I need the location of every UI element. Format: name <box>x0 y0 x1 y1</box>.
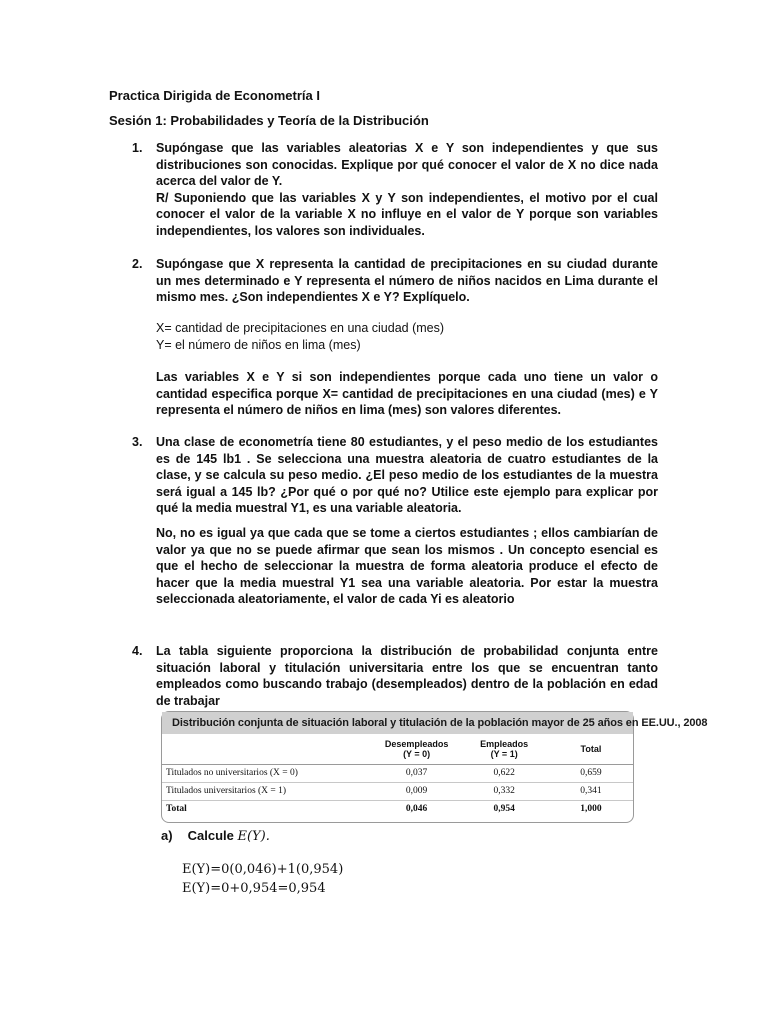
question-4-text: La tabla siguiente proporciona la distribución de probabilidad conjunta entre situación laboral y titulación universitaria entre los que se encuentran tanto empleados como buscando trabajo (desempleados) dentro de la población en edad de trabajar <box>156 644 658 708</box>
question-1-answer: R/ Suponiendo que las variables X y Y son independientes, el motivo por el cual conocer el valor de la variable X no influye en el valor de Y porque son variables independientes, los valores son individuales. <box>156 190 658 238</box>
table-row <box>162 783 633 801</box>
cell-value: 0,954 <box>493 804 515 815</box>
header-unemployed-name: Desempleados <box>384 739 449 749</box>
header-employed <box>459 734 548 765</box>
table-title: Distribución conjunta de situación laboral y titulación de la población mayor de 25 años en EE.UU., 2008 <box>162 712 633 734</box>
table-header-row <box>162 734 633 765</box>
part-a-text: Calcule <box>187 828 234 843</box>
row-label: Titulados universitarios (X = 1) <box>162 783 374 801</box>
document-title: Practica Dirigida de Econometría I <box>109 88 320 103</box>
question-2-number: 2. <box>132 257 143 271</box>
table-body <box>162 734 633 818</box>
row-label: Titulados no universitarios (X = 0) <box>162 765 374 783</box>
question-2-definitions <box>156 320 658 353</box>
cell-value: 0,622 <box>459 765 548 783</box>
header-total: Total <box>549 734 633 765</box>
equation-line-1: E(Y)=0(0,046)+1(0,954) <box>182 862 344 877</box>
cell-value: 0,341 <box>549 783 633 801</box>
header-employed-name: Empleados <box>480 739 529 749</box>
question-4-number: 4. <box>132 644 143 658</box>
question-2-answer: Las variables X e Y si son independientes porque cada uno tiene un valor o cantidad especifica porque X= cantidad de precipitaciones en una ciudad (mes) e Y representa el número de niños en lima (mes) son valores diferentes. <box>156 370 658 417</box>
table-row <box>162 765 633 783</box>
question-2-text: Supóngase que X representa la cantidad de precipitaciones en su ciudad durante un mes determinado e Y representa el número de niños nacidos en Lima durante el mismo mes. ¿Son independientes X e Y? Explíquelo. <box>156 257 658 304</box>
row-label: Total <box>166 804 187 815</box>
part-a-label: a) <box>161 828 173 843</box>
question-1-number: 1. <box>132 141 143 155</box>
cell-value: 0,037 <box>374 765 460 783</box>
cell-value: 0,659 <box>549 765 633 783</box>
header-unemployed <box>374 734 460 765</box>
question-3-answer: No, no es igual ya que cada que se tome a ciertos estudiantes ; ellos cambiarían de valor ya que no se puede afirmar que sean los mismos . Un concepto esencial es que el hecho de seleccionar la muestra de forma aleatoria produce el efecto de hacer que la media muestral Y1 sea una variable aleatoria. Por estar la muestra seleccionada aleatoriamente, el valor de cada Yi es aleatorio <box>156 526 658 606</box>
question-1-text: Supóngase que las variables aleatorias X e Y son independientes y que sus distribuciones son conocidas. Explique por qué conocer el valor de X no dice nada acerca del valor de Y. <box>156 141 658 188</box>
part-a-expression: E(Y). <box>237 829 270 844</box>
question-1 <box>156 140 658 239</box>
cell-value: 0,046 <box>405 804 428 815</box>
session-title: Sesión 1: Probabilidades y Teoría de la Distribución <box>109 113 429 128</box>
question-2 <box>156 256 658 306</box>
definition-x: X= cantidad de precipitaciones en una ciudad (mes) <box>156 321 445 335</box>
joint-distribution-table <box>161 711 708 823</box>
table-header-empty <box>162 734 374 765</box>
cell-value: 0,009 <box>374 783 460 801</box>
question-3-number: 3. <box>132 435 143 449</box>
cell-value: 1,000 <box>580 804 602 815</box>
cell-value: 0,332 <box>459 783 548 801</box>
header-unemployed-sub: (Y = 0) <box>403 749 431 759</box>
equation-line-2: E(Y)=0+0,954=0,954 <box>182 881 326 896</box>
part-a <box>161 828 270 846</box>
header-employed-sub: (Y = 1) <box>490 749 518 759</box>
question-3-text: Una clase de econometría tiene 80 estudiantes, y el peso medio de los estudiantes es de 145 lb1 . Se selecciona una muestra aleatoria de cuatro estudiantes de la clase, y se calcula su peso medio. ¿El peso medio de los estudiantes de la muestra será igual a 145 lb? ¿Por qué o por qué no? Utilice este ejemplo para explicar por qué la media muestral Y1, es una variable aleatoria. <box>156 435 658 515</box>
definition-y: Y= el número de niños en lima (mes) <box>156 337 361 352</box>
table-total-row <box>162 801 633 819</box>
